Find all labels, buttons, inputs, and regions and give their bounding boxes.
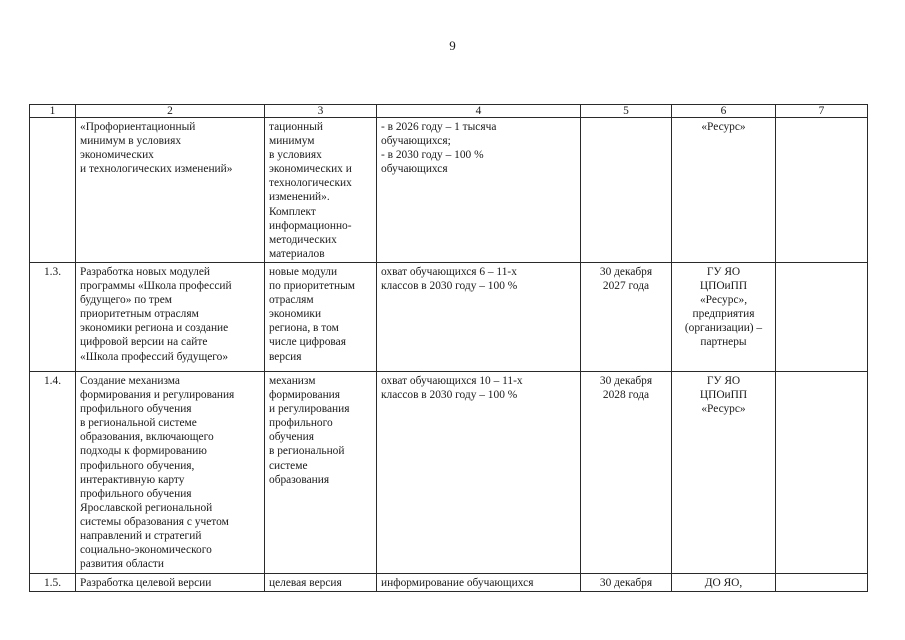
task-cell: Разработка новых модулей программы «Школа профессий будущего» по трем приоритетным отраслям экономики региона и создание цифровой версии на сайте «Школа профессий будущего»: [76, 263, 265, 372]
page-number: 9: [449, 38, 456, 53]
task-cell: Разработка целевой версии: [76, 574, 265, 592]
column-header: 6: [672, 105, 776, 118]
table-row: [30, 574, 868, 592]
row-number-cell: 1.5.: [30, 574, 76, 592]
table-row: [30, 372, 868, 574]
column-header: 5: [581, 105, 672, 118]
task-cell: «Профориентационный минимум в условиях экономических и технологических изменений»: [76, 118, 265, 263]
indicator-cell: охват обучающихся 10 – 11-х классов в 2030 году – 100 %: [377, 372, 581, 574]
note-cell: [776, 118, 868, 263]
responsible-cell: ДО ЯО,: [672, 574, 776, 592]
row-number-cell: 1.4.: [30, 372, 76, 574]
task-cell: Создание механизма формирования и регулирования профильного обучения в региональной системе образования, включающего подходы к формированию профильного обучения, интерактивную карту профильного обучения Ярославской региональной системы образования с учетом направлений и стратегий социально-экономического развития области: [76, 372, 265, 574]
result-cell: тационный минимум в условиях экономических и технологических изменений». Комплект информационно- методических материалов: [265, 118, 377, 263]
row-number-cell: 1.3.: [30, 263, 76, 372]
indicator-cell: - в 2026 году – 1 тысяча обучающихся; - в 2030 году – 100 % обучающихся: [377, 118, 581, 263]
column-header: 4: [377, 105, 581, 118]
column-header: 7: [776, 105, 868, 118]
indicator-cell: информирование обучающихся: [377, 574, 581, 592]
note-cell: [776, 574, 868, 592]
responsible-cell: ГУ ЯО ЦПОиПП «Ресурс»: [672, 372, 776, 574]
note-cell: [776, 263, 868, 372]
table-row: [30, 263, 868, 372]
deadline-cell: 30 декабря: [581, 574, 672, 592]
result-cell: новые модули по приоритетным отраслям экономики региона, в том числе цифровая версия: [265, 263, 377, 372]
measures-table: [29, 104, 868, 592]
header-row: [30, 105, 868, 118]
responsible-cell: ГУ ЯО ЦПОиПП «Ресурс», предприятия (организации) – партнеры: [672, 263, 776, 372]
table-row: [30, 118, 868, 263]
column-header: 3: [265, 105, 377, 118]
note-cell: [776, 372, 868, 574]
column-header: 2: [76, 105, 265, 118]
deadline-cell: 30 декабря 2028 года: [581, 372, 672, 574]
responsible-cell: «Ресурс»: [672, 118, 776, 263]
row-number-cell: [30, 118, 76, 263]
result-cell: механизм формирования и регулирования профильного обучения в региональной системе образования: [265, 372, 377, 574]
deadline-cell: 30 декабря 2027 года: [581, 263, 672, 372]
indicator-cell: охват обучающихся 6 – 11-х классов в 2030 году – 100 %: [377, 263, 581, 372]
result-cell: целевая версия: [265, 574, 377, 592]
column-header: 1: [30, 105, 76, 118]
deadline-cell: [581, 118, 672, 263]
